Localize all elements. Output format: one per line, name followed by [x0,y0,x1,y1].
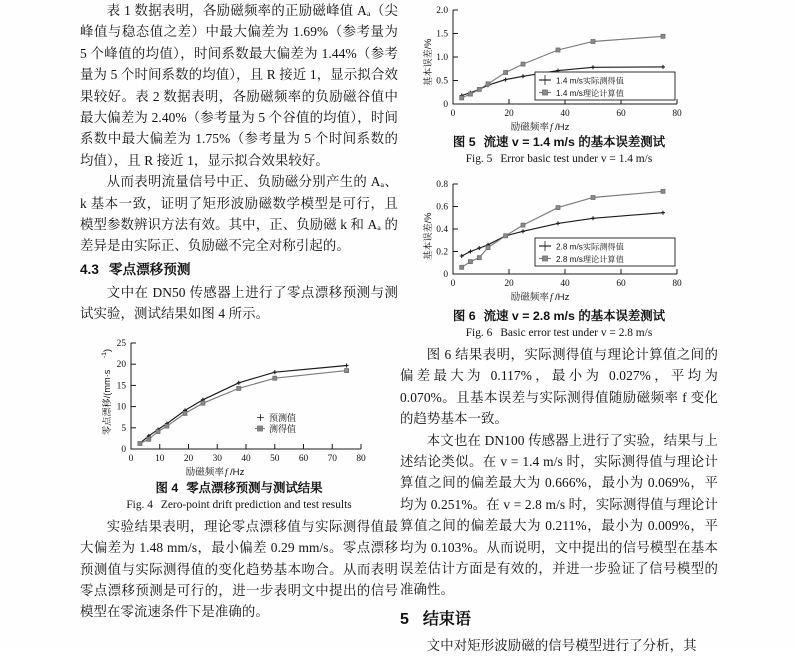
svg-text:0.2: 0.2 [436,247,448,258]
basic-error-1p4-line-chart [409,0,709,133]
svg-text:25: 25 [116,338,126,349]
y-axis-label: 零点漂移/(mm·s [102,369,112,435]
svg-text:10: 10 [155,453,165,464]
svg-text:20: 20 [504,109,514,119]
y-axis-label: 基本误差/% [423,212,433,260]
svg-text:1.0: 1.0 [436,53,448,63]
svg-text:1.5: 1.5 [436,29,448,40]
svg-text:0.5: 0.5 [436,76,448,87]
svg-text:50: 50 [270,453,280,464]
paragraph-dn50-experiment: 文中在 DN50 传感器上进行了零点漂移预测与测试实验，测试结果如图 4 所示。 [80,284,398,322]
axes [436,180,682,289]
figure-5-caption-en [400,151,718,168]
svg-text:2.0: 2.0 [436,6,448,16]
figure-5 [400,0,718,168]
legend-label-1: 2.8 m/s理论计算值 [556,255,624,264]
section-title: 零点漂移预测 [108,261,191,277]
x-axis-label: 励磁频率 [510,122,549,133]
axes [436,6,682,119]
x-axis-label-unit: /Hz [555,292,570,303]
svg-text:20: 20 [183,453,194,464]
figure-4-title-cn: 零点漂移预测与测试结果 [186,480,323,495]
y-ticks [436,180,458,280]
svg-text:0: 0 [450,279,456,289]
zero-drift-line-chart [89,331,389,479]
paragraph-table1-analysis: 表 1 数据表明，各励磁频率的正励磁峰值 Aₐ（尖峰值与稳态值之差）中最大偏差为 1.69%（参考量为 5 个峰值的均值），时间系数最大偏差为 1.44%（参考量为 5 个时间系数的均值），且 R 接近 1，显示拟合效果较好。表 2 数据表明，各励磁频率的负励磁谷值中最大偏差为 2.40%（参考量为 5 个谷值的均值），时间系数中最大偏差为 1.75%（参考量为 5 个时间系数的均值），且 R 接近 1，显示拟合效果较好。 [80,3,398,168]
section-heading-4-3 [80,259,398,281]
figure-5-title-cn: 流速 v = 1.4 m/s 的基本误差测试 [483,135,666,149]
svg-text:0: 0 [450,109,456,119]
figure-4-caption-cn [80,479,398,497]
svg-text:60: 60 [298,453,309,464]
figure-6-caption-en [400,325,718,342]
y-axis-label-exponent: -1 [101,351,108,358]
legend-label-0: 预测值 [269,412,297,423]
svg-text:10: 10 [116,402,126,413]
figure-4-chart [80,331,398,479]
legend-label-0: 2.8 m/s实际测得值 [556,242,624,252]
svg-text:30: 30 [212,453,222,464]
svg-text:80: 80 [672,279,682,289]
paragraph-fig6-results: 图 6 结果表明，实际测得值与理论计算值之间的偏差最大为 0.117%，最小为 0.027%，平均为 0.070%。且基本误差与实际测得值随励磁频率 f 变化的趋势基本一致。 [400,347,718,427]
x-axis-label-unit: /Hz [555,122,570,133]
figure-6 [400,174,718,342]
svg-text:40: 40 [241,453,251,464]
svg-text:60: 60 [616,279,626,289]
markers-predicted [138,363,349,445]
svg-text:0.8: 0.8 [436,180,448,190]
x-axis-label-var: f [225,466,228,478]
svg-text:20: 20 [504,279,514,289]
figure-5-number-cn: 图 5 [452,135,476,149]
section-title: 结束语 [422,610,471,628]
legend [255,412,296,434]
figure-4-number-en: Fig. 4 [126,498,153,511]
x-axis-label: 励磁频率 [185,466,224,478]
svg-text:80: 80 [356,453,366,464]
paragraph-model-conclusion: 从而表明流量信号中正、负励磁分别产生的 Aₐ、k 基本一致，证明了矩形波励磁数学模型是可行，且模型参数辨识方法有效。其中，正、负励磁 k 和 Aₐ 的差异是由实际正、负励磁不完全对称引起的。 [80,174,398,254]
svg-text:0: 0 [121,444,126,455]
svg-text:40: 40 [560,109,570,119]
figure-5-caption-cn [400,133,718,151]
figure-4-number-cn: 图 4 [155,480,179,495]
legend-label-1: 1.4 m/s理论计算值 [556,89,624,98]
paragraph-dn100-results: 本文也在 DN100 传感器上进行了实验，结果与上述结论类似。在 v = 1.4 m/s 时，实际测得值与理论计算值之间的偏差最大为 0.666%，最小为 0.069%，平均为 0.251%。在 v = 2.8 m/s 时，实际测得值与理论计算值之间的偏差最大为 0.211%，最小为 0.009%，平均为 0.103%。从而说明，文中提出的信号模型在基本误差估计方面是有效的，并进一步验证了信号模型的准确性。 [400,432,718,598]
paragraph-drift-results: 实验结果表明，理论零点漂移值与实际测得值最大偏差为 1.48 mm/s，最小偏差 0.29 mm/s。零点漂移预测值与实际测得值的变化趋势基本吻合。从而表明零点漂移预测是可行的，进一步表明文中提出的信号模型在零流速条件下是准确的。 [80,518,398,620]
figure-5-chart [400,0,718,133]
legend-label-0: 1.4 m/s实际测得值 [556,76,624,86]
x-ticks [129,444,366,464]
svg-text:80: 80 [672,109,682,119]
x-axis-label-unit: /Hz [230,466,245,478]
basic-error-2p8-line-chart [409,174,709,307]
figure-4 [80,331,398,514]
figure-6-caption-cn [400,307,718,325]
svg-text:0: 0 [443,270,448,280]
figure-6-number-en: Fig. 6 [465,327,493,339]
svg-text:0: 0 [128,453,134,464]
x-axis-label-var: f [550,122,553,133]
figure-4-title-en: Zero-point drift prediction and test results [160,498,352,511]
y-ticks [436,6,458,110]
svg-text:60: 60 [616,109,626,119]
svg-text:0: 0 [443,100,448,110]
section-heading-5 [400,607,718,633]
figure-6-title-en: Basic error test under v = 2.8 m/s [500,327,653,339]
y-axis-label-close: ) [102,348,112,352]
paragraph-conclusion-clipped: 文中对矩形波励磁的信号模型进行了分析，其 [426,637,697,653]
markers-measured [138,368,349,445]
svg-text:70: 70 [327,453,337,464]
series-predicted [138,363,349,445]
svg-text:0.6: 0.6 [436,202,448,213]
svg-text:40: 40 [560,279,570,289]
section-number: 5 [400,610,409,628]
svg-text:20: 20 [116,359,126,370]
legend [535,238,675,266]
x-ticks [451,269,682,289]
figure-6-number-cn: 图 6 [452,309,476,323]
right-column [400,0,718,653]
x-axis-label-var: f [550,292,553,303]
x-axis-label: 励磁频率 [510,292,549,303]
series-measured [138,368,349,445]
figure-4-caption-en [80,497,398,514]
figure-6-title-cn: 流速 v = 2.8 m/s 的基本误差测试 [483,309,666,323]
figure-6-chart [400,174,718,307]
svg-text:15: 15 [116,381,126,392]
svg-text:5: 5 [121,423,126,434]
section-number: 4.3 [80,261,99,277]
left-column [80,0,398,623]
figure-5-number-en: Fig. 5 [465,153,493,165]
y-axis-label: 基本误差/% [423,38,433,86]
axes [117,339,366,464]
x-ticks [451,99,682,119]
y-ticks [117,339,136,455]
figure-5-title-en: Error basic test under v = 1.4 m/s [500,153,653,165]
legend [535,72,675,100]
legend-label-1: 测得值 [269,423,297,434]
svg-text:0.4: 0.4 [436,225,448,235]
